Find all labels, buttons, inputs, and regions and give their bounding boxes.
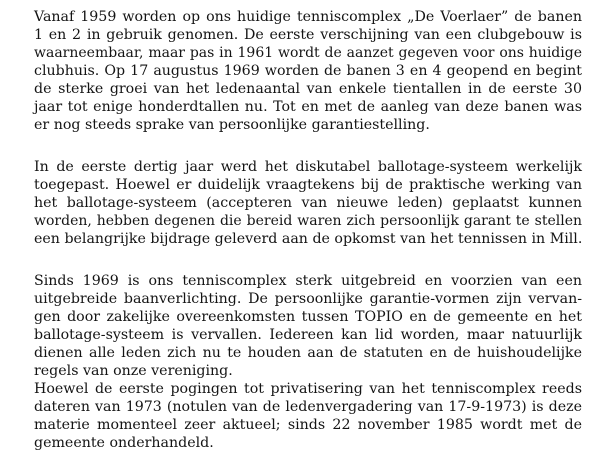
text-line: uitgebreide baanverlichting. De persoonlijke garantie-vormen zijn vervan-: [34, 291, 582, 307]
text-line: het ballotage-systeem (accepteren van nieuwe leden) geplaatst kunnen: [34, 195, 582, 211]
text-line: gemeente onderhandeld.: [34, 435, 214, 450]
text-line: worden, hebben degenen die bereid waren zich persoonlijk garant te stellen: [34, 213, 582, 229]
text-line: Sinds 1969 is ons tenniscomplex sterk uitgebreid en voorzien van een: [34, 273, 582, 289]
text-line: toegepast. Hoewel er duidelijk vraagtekens bij de praktische werking van: [34, 177, 582, 193]
text-line: Hoewel de eerste pogingen tot privatisering van het tenniscomplex reeds: [34, 381, 582, 397]
text-line: materie momenteel zeer aktueel; sinds 22 november 1985 wordt met de: [34, 417, 582, 433]
text-line: dateren van 1973 (notulen van de ledenvergadering van 17-9-1973) is deze: [34, 399, 582, 415]
text-line: jaar tot enige honderdtallen nu. Tot en met de aanleg van deze banen was: [34, 99, 582, 115]
text-line: 1 en 2 in gebruik genomen. De eerste verschijning van een clubgebouw is: [34, 27, 582, 43]
text-line: regels van onze vereniging.: [34, 363, 233, 379]
text-line: er nog steeds sprake van persoonlijke garantiestelling.: [34, 117, 430, 133]
text-line: ballotage-systeem is vervallen. Iedereen kan lid worden, maar natuurlijk: [34, 327, 582, 343]
text-line: Vanaf 1959 worden op ons huidige tenniscomplex „De Voerlaer” de banen: [34, 9, 582, 25]
text-line: In de eerste dertig jaar werd het diskutabel ballotage-systeem werkelijk: [34, 159, 582, 175]
text-line: de sterke groei van het ledenaantal van enkele tientallen in de eerste 30: [34, 81, 582, 97]
text-line: clubhuis. Op 17 augustus 1969 worden de banen 3 en 4 geopend en begint: [34, 63, 582, 79]
text-line: waarneembaar, maar pas in 1961 wordt de aanzet gegeven voor ons huidige: [34, 45, 582, 61]
text-line: dienen alle leden zich nu te houden aan de statuten en de huishoudelijke: [34, 345, 582, 361]
text-line: een belangrijke bijdrage geleverd aan de opkomst van het tennissen in Mill.: [34, 231, 583, 247]
text-line: gen door zakelijke overeenkomsten tussen TOPIO en de gemeente en het: [34, 309, 582, 325]
